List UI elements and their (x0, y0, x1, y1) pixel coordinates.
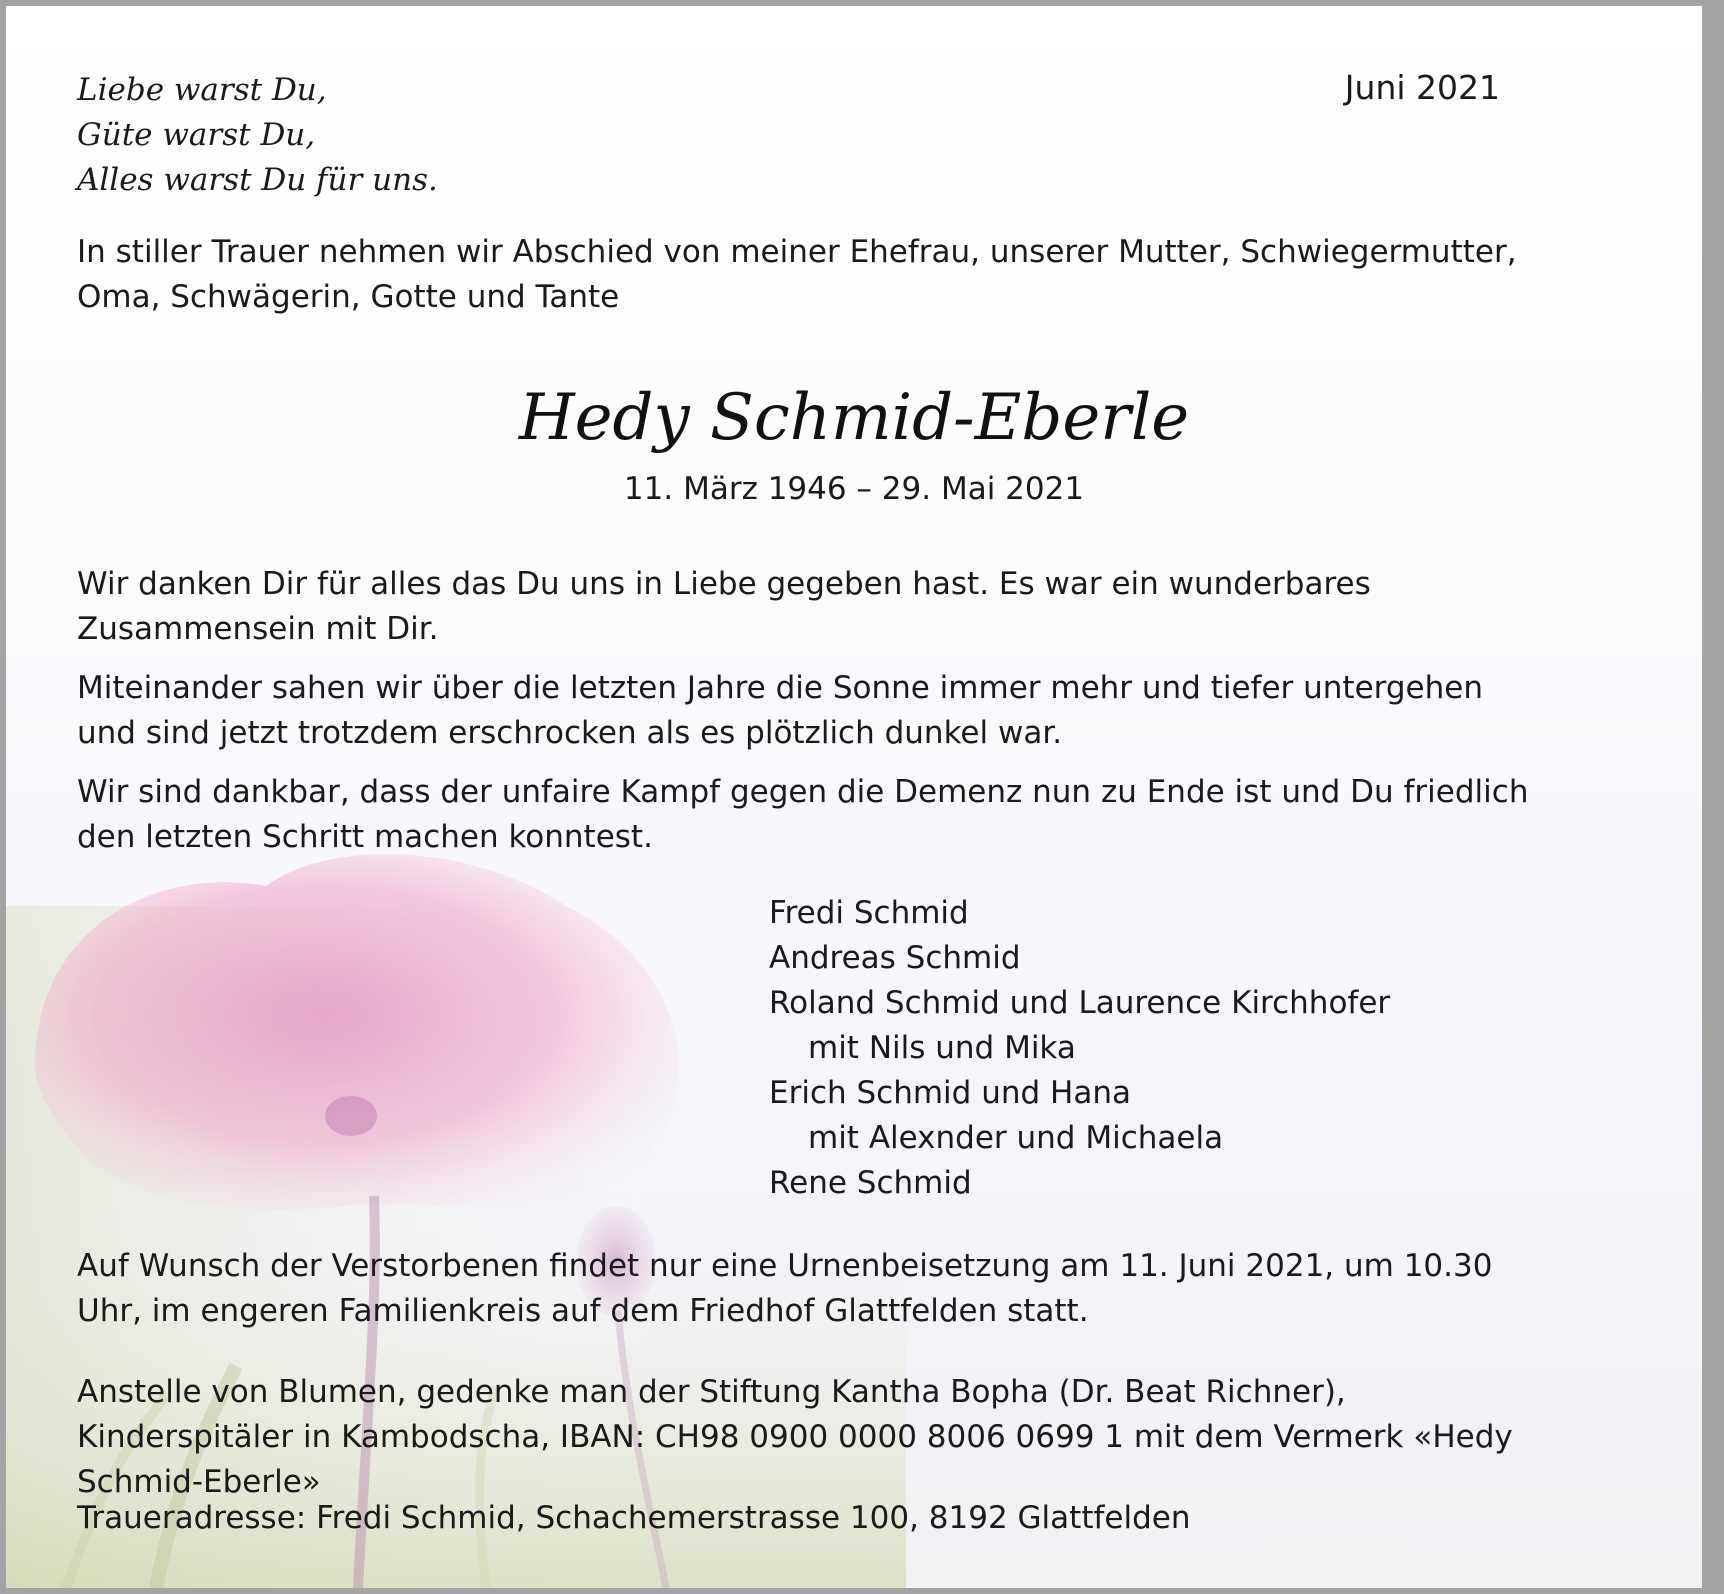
notice-date: Juni 2021 (1344, 68, 1500, 107)
sunset-paragraph: Miteinander sahen wir über die letzten Jahre die Sonne immer mehr und tiefer untergehen und sind jetzt trotzdem erschrocken als es plötzlich dunkel war. (77, 670, 1483, 751)
family-member-children: mit Alexnder und Michaela (808, 1120, 1224, 1156)
family-member: Fredi Schmid (769, 895, 969, 931)
family-member-children: mit Nils und Mika (808, 1030, 1076, 1066)
burial-info: Auf Wunsch der Verstorbenen findet nur eine Urnenbeisetzung am 11. Juni 2021, um 10.30 Uhr, im engeren Familienkreis auf dem Friedhof Glattfelden statt. (77, 1248, 1493, 1329)
poem-line: Liebe warst Du, (77, 72, 327, 108)
family-member: Erich Schmid und Hana (769, 1075, 1131, 1111)
donation-info: Anstelle von Blumen, gedenke man der Stiftung Kantha Bopha (Dr. Beat Richner), Kinderspitäler in Kambodscha, IBAN: CH98 0900 0000 8006 0699 1 mit dem Vermerk «Hedy Schmid-Eberle» (77, 1374, 1513, 1500)
thanks-paragraph: Wir danken Dir für alles das Du uns in Liebe gegeben hast. Es war ein wunderbares Zusammensein mit Dir. (77, 566, 1371, 647)
family-member: Rene Schmid (769, 1165, 972, 1201)
family-member: Andreas Schmid (769, 940, 1021, 976)
family-member: Roland Schmid und Laurence Kirchhofer (769, 985, 1391, 1021)
life-dates: 11. März 1946 – 29. Mai 2021 (623, 471, 1085, 507)
family-list (769, 891, 1390, 1206)
poem-line: Güte warst Du, (77, 117, 316, 153)
gratitude-paragraph: Wir sind dankbar, dass der unfaire Kampf gegen die Demenz nun zu Ende ist und Du friedlich den letzten Schritt machen konntest. (77, 774, 1529, 855)
deceased-name: Hedy Schmid-Eberle (518, 381, 1190, 455)
poem (77, 68, 438, 203)
mourning-address: Traueradresse: Fredi Schmid, Schachemerstrasse 100, 8192 Glattfelden (77, 1500, 1191, 1536)
poem-line: Alles warst Du für uns. (77, 162, 438, 198)
intro-text: In stiller Trauer nehmen wir Abschied von meiner Ehefrau, unserer Mutter, Schwiegermutter, Oma, Schwägerin, Gotte und Tante (77, 234, 1517, 315)
